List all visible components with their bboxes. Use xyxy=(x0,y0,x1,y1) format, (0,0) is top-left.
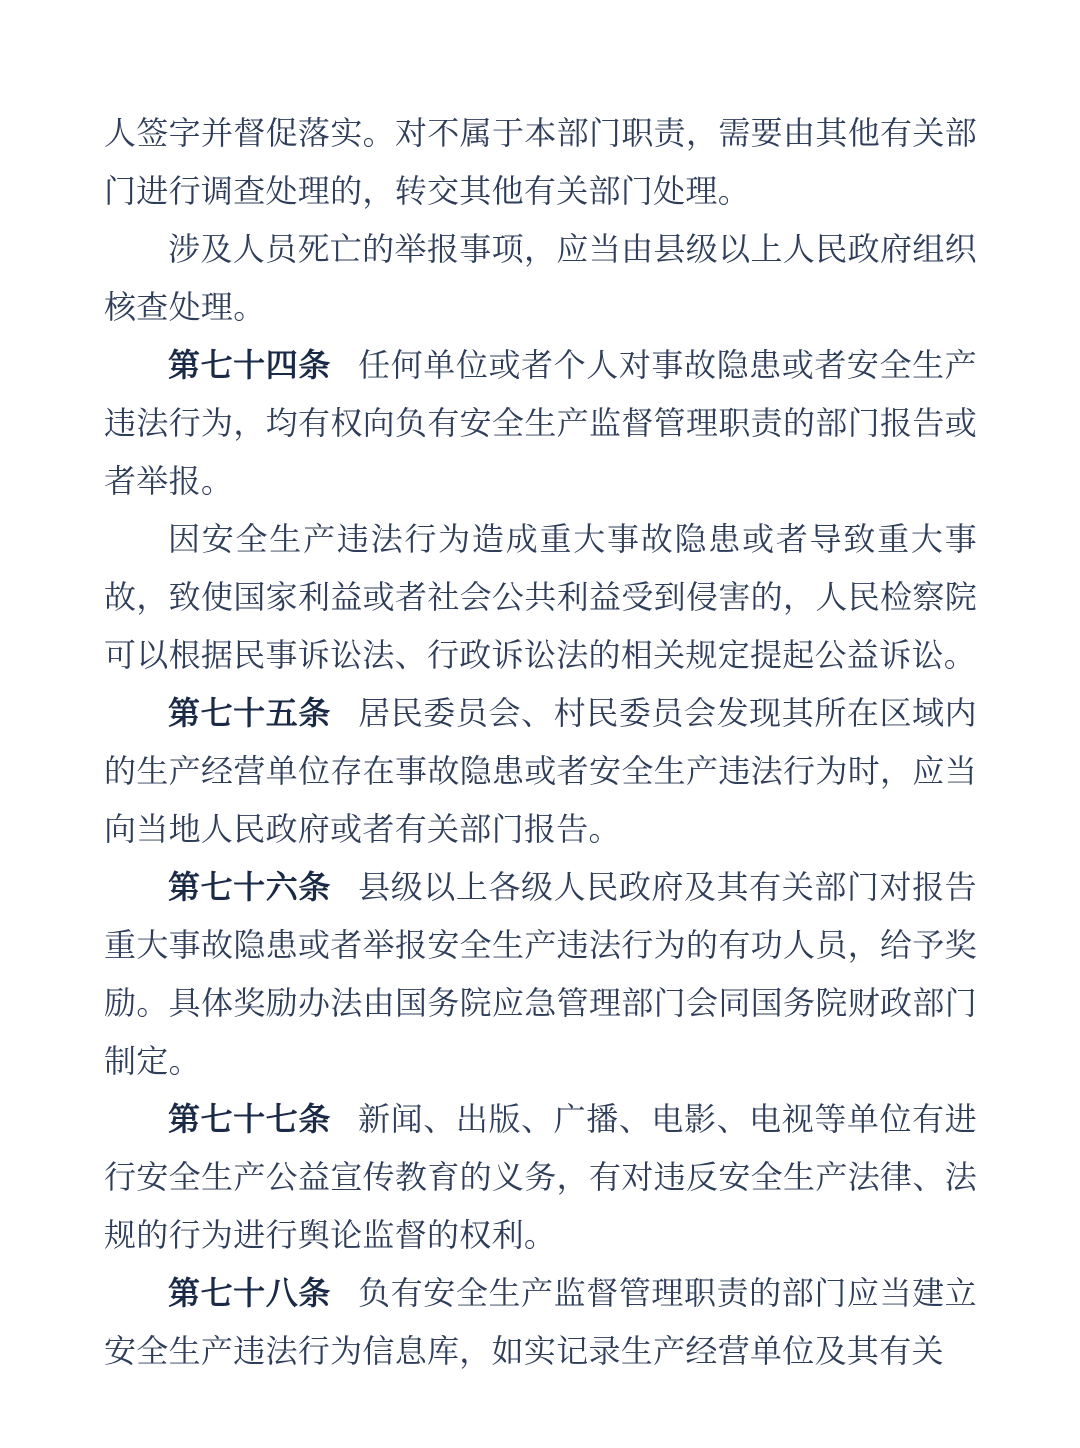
paragraph-text: 因安全生产违法行为造成重大事故隐患或者导致重大事故，致使国家利益或者社会公共利益受到侵害的，人民检察院可以根据民事诉讼法、行政诉讼法的相关规定提起公益诉讼。 xyxy=(104,520,977,674)
paragraph-text: 新闻、出版、广播、电影、电视等单位有进行安全生产公益宣传教育的义务，有对违反安全生产法律、法规的行为进行舆论监督的权利。 xyxy=(104,1100,977,1254)
law-paragraph xyxy=(104,220,977,336)
paragraph-text: 任何单位或者个人对事故隐患或者安全生产违法行为，均有权向负有安全生产监督管理职责的部门报告或者举报。 xyxy=(104,346,977,500)
law-paragraph xyxy=(104,1090,977,1264)
law-paragraph xyxy=(104,684,977,858)
paragraph-text: 人签字并督促落实。对不属于本部门职责，需要由其他有关部门进行调查处理的，转交其他有关部门处理。 xyxy=(104,114,977,210)
law-paragraph xyxy=(104,510,977,684)
law-paragraph xyxy=(104,336,977,510)
article-number: 第七十七条 xyxy=(168,1100,331,1138)
article-number: 第七十八条 xyxy=(168,1274,331,1312)
article-number: 第七十四条 xyxy=(168,346,331,384)
paragraph-text: 负有安全生产监督管理职责的部门应当建立安全生产违法行为信息库，如实记录生产经营单位及其有关 xyxy=(104,1274,977,1370)
law-paragraph xyxy=(104,858,977,1090)
paragraph-text: 县级以上各级人民政府及其有关部门对报告重大事故隐患或者举报安全生产违法行为的有功人员，给予奖励。具体奖励办法由国务院应急管理部门会同国务院财政部门制定。 xyxy=(104,868,977,1080)
paragraph-text: 涉及人员死亡的举报事项，应当由县级以上人民政府组织核查处理。 xyxy=(104,230,977,326)
law-paragraph xyxy=(104,1264,977,1380)
law-paragraph xyxy=(104,104,977,220)
paragraph-text: 居民委员会、村民委员会发现其所在区域内的生产经营单位存在事故隐患或者安全生产违法行为时，应当向当地人民政府或者有关部门报告。 xyxy=(104,694,977,848)
article-number: 第七十六条 xyxy=(168,868,331,906)
article-number: 第七十五条 xyxy=(168,694,331,732)
